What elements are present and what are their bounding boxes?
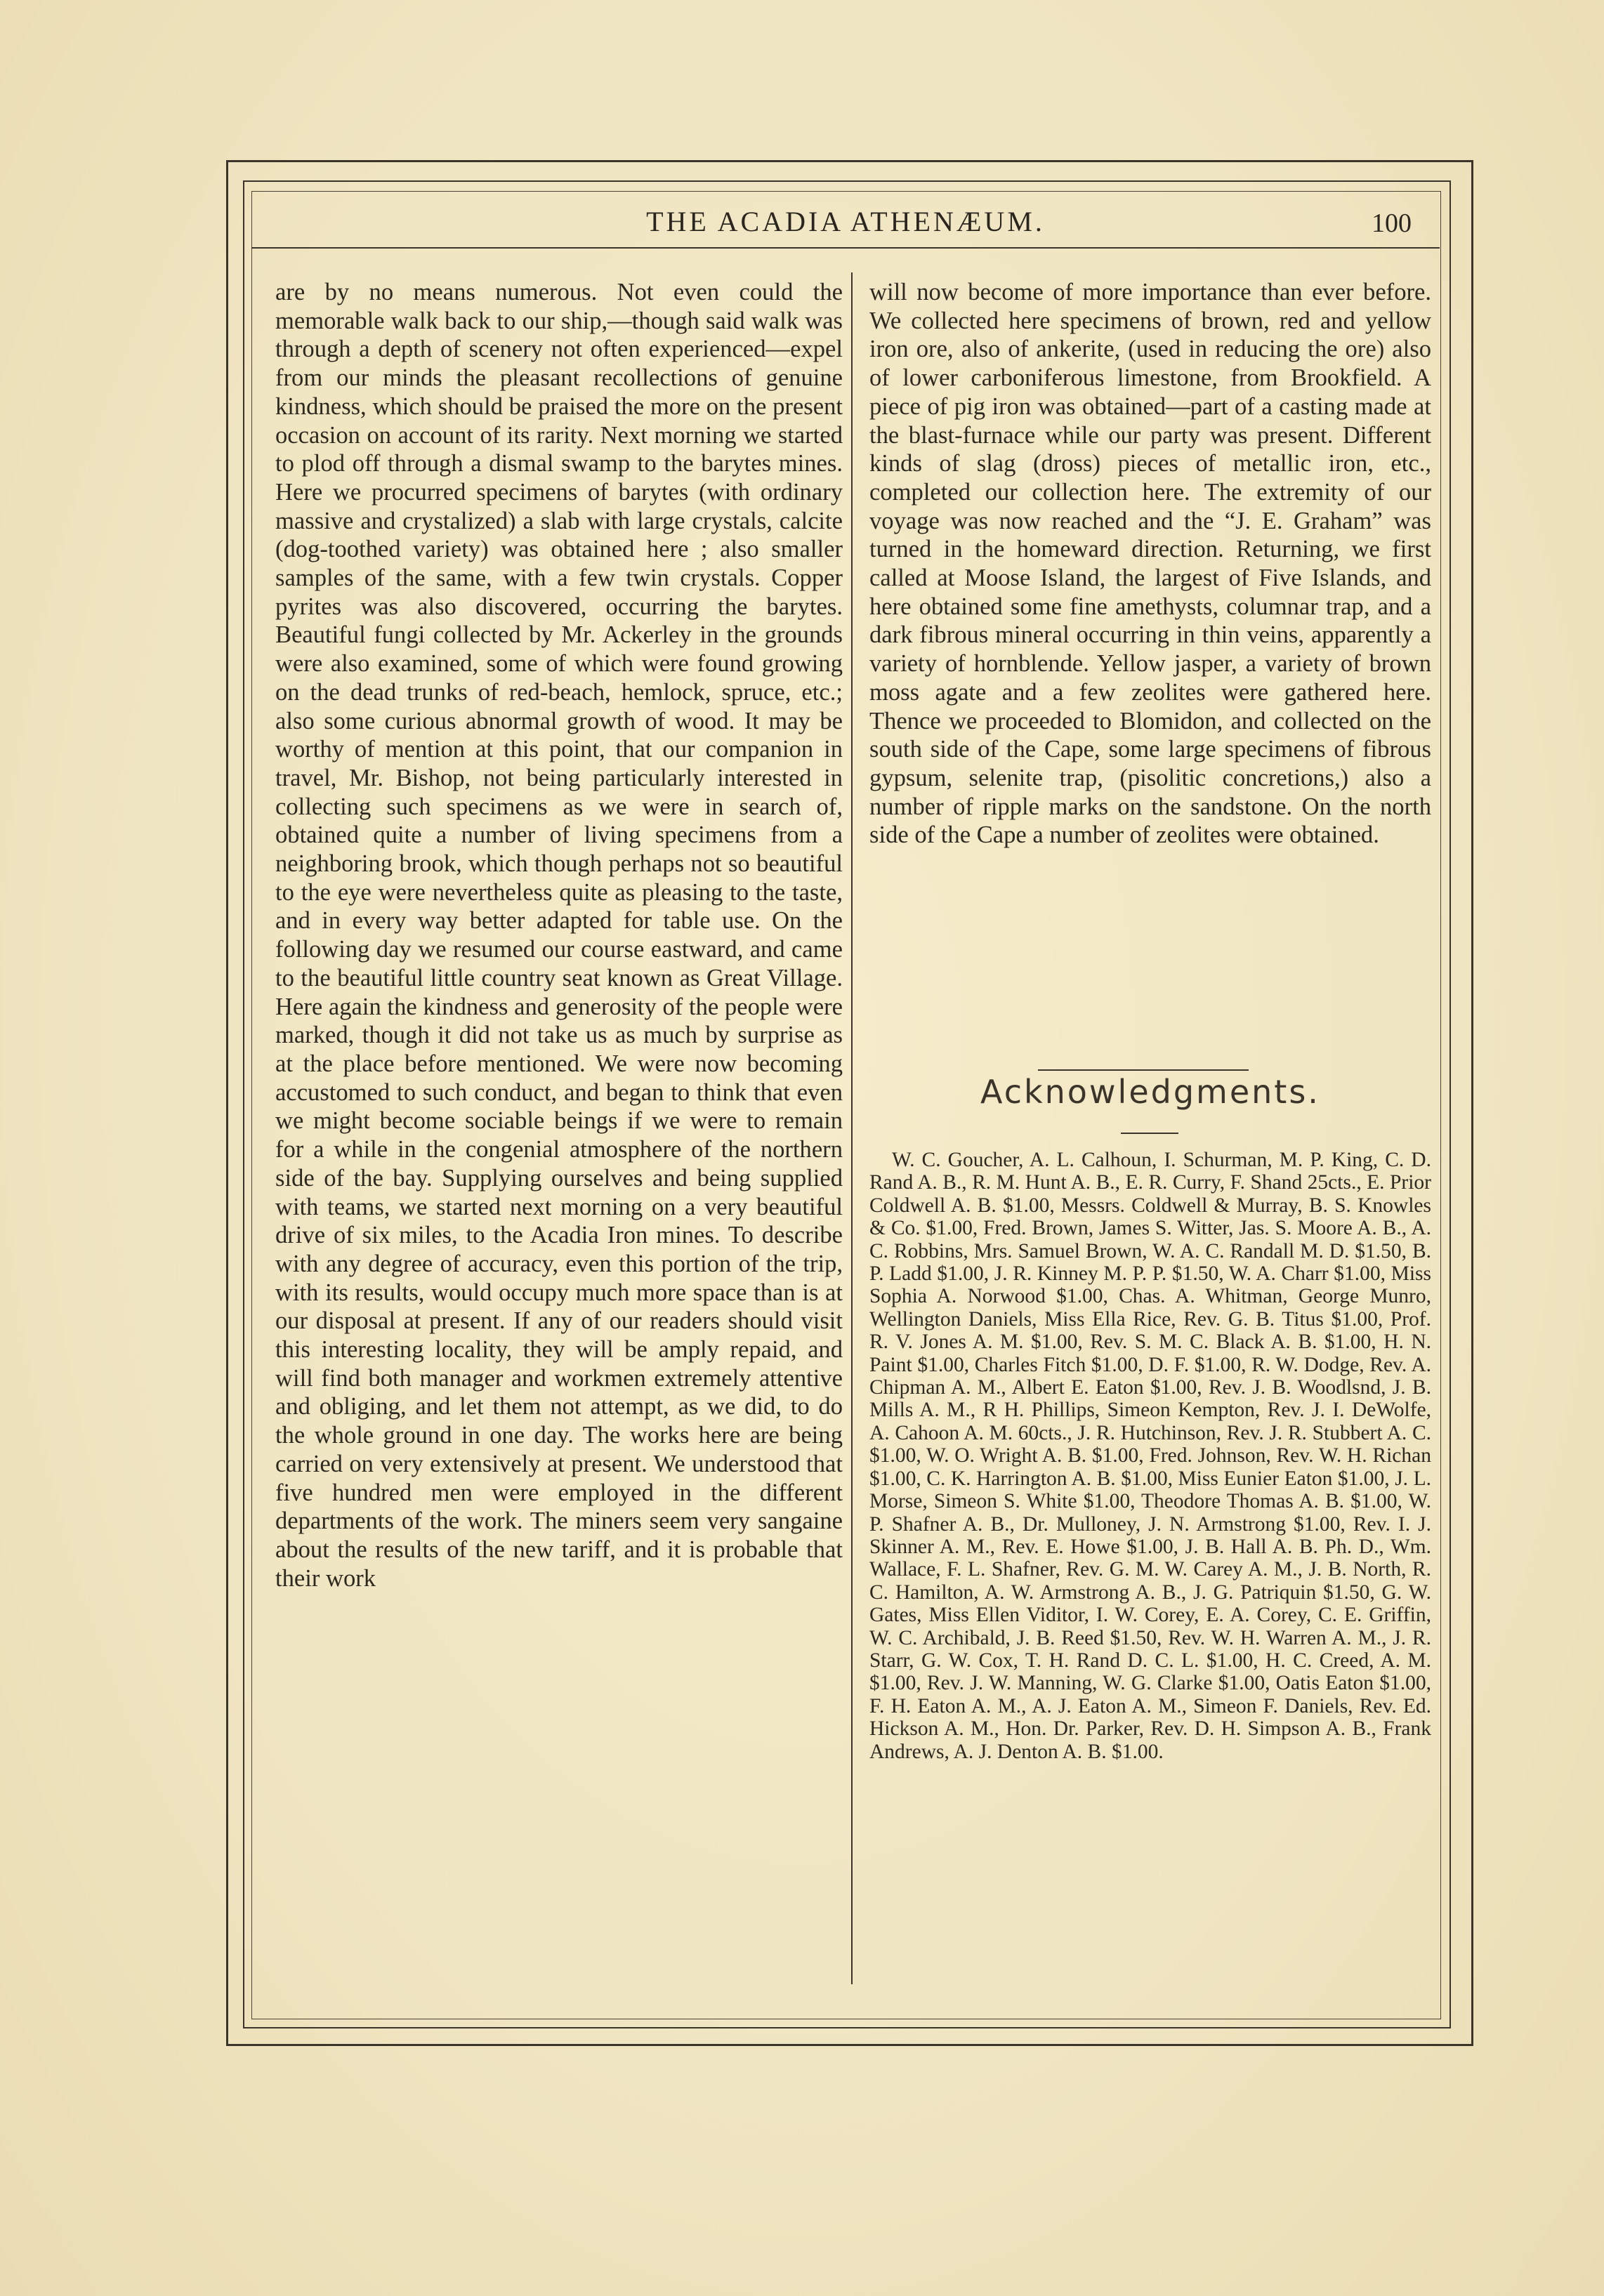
acknowledgments-list: W. C. Goucher, A. L. Calhoun, I. Schurman, M. P. King, C. D. Rand A. B., R. M. Hunt A. B., E. R. Curry, F. Shand 25cts., E. Prior Coldwell A. B. $1.00, Messrs. Coldwell & Murray, B. S. Knowles & Co. $1.00, Fred. Brown, James S. Witter, Jas. S. Moore A. B., A. C. Robbins, Mrs. Samuel Brown, W. A. C. Randall M. D. $1.50, B. P. Ladd $1.00, J. R. Kinney M. P. P. $1.50, W. A. Charr $1.00, Miss Sophia A. Norwood $1.00, Chas. A. Whitman, George Munro, Wellington Daniels, Miss Ella Rice, Rev. G. B. Titus $1.00, Prof. R. V. Jones A. M. $1.00, Rev. S. M. C. Black A. B. $1.00, H. N. Paint $1.00, Charles Fitch $1.00, D. F. $1.00, R. W. Dodge, Rev. A. Chipman A. M., Albert E. Eaton $1.00, Rev. J. B. Woodlsnd, J. B. Mills A. M., R H. Phillips, Simeon Kempton, Rev. J. I. DeWolfe, A. Cahoon A. M. 60cts., J. R. Hutchinson, Rev. J. R. Stubbert A. C. $1.00, W. O. Wright A. B. $1.00, Fred. Johnson, Rev. W. H. Richan $1.00, C. K. Harrington A. B. $1.00, Miss Eunier Eaton $1.00, J. L. Morse, Simeon S. White $1.00, Theodore Thomas A. B. $1.00, W. P. Shafner A. B., Dr. Mulloney, J. N. Armstrong $1.00, Rev. I. J. Skinner A. M., Rev. E. Howe $1.00, J. B. Hall A. B. Ph. D., Wm. Wallace, F. L. Shafner, Rev. G. M. W. Carey A. M., J. B. North, R. C. Hamilton, A. W. Armstrong A. B., J. G. Patriquin $1.50, G. W. Gates, Miss Ellen Viditor, I. W. Corey, E. A. Corey, C. E. Griffin, W. C. Archibald, J. B. Reed $1.50, Rev. W. H. Warren A. M., J. R. Starr, G. W. Cox, T. H. Rand D. C. L. $1.00, H. C. Creed, A. M. $1.00, Rev. J. W. Manning, W. G. Clarke $1.00, Oatis Eaton $1.00, F. H. Eaton A. M., A. J. Eaton A. M., Simeon F. Daniels, Rev. Ed. Hickson A. M., Hon. Dr. Parker, Rev. D. H. Simpson A. B., Frank Andrews, A. J. Denton A. B. $1.00. xyxy=(869,1149,1431,1763)
header-rule xyxy=(251,247,1440,249)
publication-title: THE ACADIA ATHENÆUM. xyxy=(646,206,1045,237)
heading-underline xyxy=(1121,1133,1178,1134)
acknowledgments-heading: Acknowledgments. xyxy=(980,1073,1320,1111)
column-divider xyxy=(851,272,853,1984)
running-head xyxy=(251,205,1440,244)
page-number: 100 xyxy=(1372,209,1412,238)
section-rule xyxy=(1038,1069,1249,1071)
right-column-text: will now become of more importance than ever before. We collected here specimens of brown, red and yellow iron ore, also of ankerite, (used in reducing the ore) also of lower carboniferous limestone, from Brookfield. A piece of pig iron was obtained—part of a casting made at the blast-furnace while our party was present. Different kinds of slag (dross) pieces of metallic iron, etc., completed our collection here. The extremity of our voyage was now reached and the “J. E. Graham” was turned in the homeward direction. Returning, we first called at Moose Island, the largest of Five Islands, and here obtained some fine amethysts, columnar trap, and a dark fibrous mineral occurring in thin veins, apparently a variety of hornblende. Yellow jasper, a variety of brown moss agate and a few zeolites were gathered here. Thence we proceeded to Blomidon, and collected on the south side of the Cape, some large specimens of fibrous gypsum, selenite trap, (pisolitic concretions,) also a number of ripple marks on the sandstone. On the north side of the Cape a number of zeolites were obtained. xyxy=(869,279,1431,849)
left-column-text: are by no means numerous. Not even could the memorable walk back to our ship,—though said walk was through a depth of scenery not often experienced—expel from our minds the pleasant recollections of genuine kindness, which should be praised the more on the present occasion on account of its rarity. Next morning we started to plod off through a dismal swamp to the barytes mines. Here we procurred specimens of barytes (with ordinary massive and crystalized) a slab with large crystals, calcite (dog-toothed variety) was obtained here ; also smaller samples of the same, with a few twin crystals. Copper pyrites was also discovered, occurring the barytes. Beautiful fungi collected by Mr. Ackerley in the grounds were also examined, some of which were found growing on the dead trunks of red-beach, hemlock, spruce, etc.; also some curious abnormal growth of wood. It may be worthy of mention at this point, that our companion in travel, Mr. Bishop, not being particularly interested in collecting such specimens as we were in search of, obtained quite a number of living specimens from a neighboring brook, which though perhaps not so beautiful to the eye were nevertheless quite as pleasing to the taste, and in every way better adapted for table use. On the following day we resumed our course eastward, and came to the beautiful little country seat known as Great Village. Here again the kindness and generosity of the people were marked, though it did not take us as much by surprise as at the place before mentioned. We were now becoming accustomed to such conduct, and began to think that even we might become sociable beings if we were to remain for a while in the congenial atmosphere of the northern side of the bay. Supplying ourselves and being supplied with teams, we started next morning on a very beautiful drive of six miles, to the Acadia Iron mines. To describe with any degree of accuracy, even this portion of the trip, with its results, would occupy much more space than is at our disposal at present. If any of our readers should visit this interesting locality, they will be amply repaid, and will find both manager and workmen extremely attentive and obliging, and let them not attempt, as we did, to do the whole ground in one day. The works here are being carried on very extensively at present. We understood that five hundred men were employed in the different departments of the work. The miners seem very sangaine about the results of the new tariff, and it is probable that their work xyxy=(275,279,843,1592)
